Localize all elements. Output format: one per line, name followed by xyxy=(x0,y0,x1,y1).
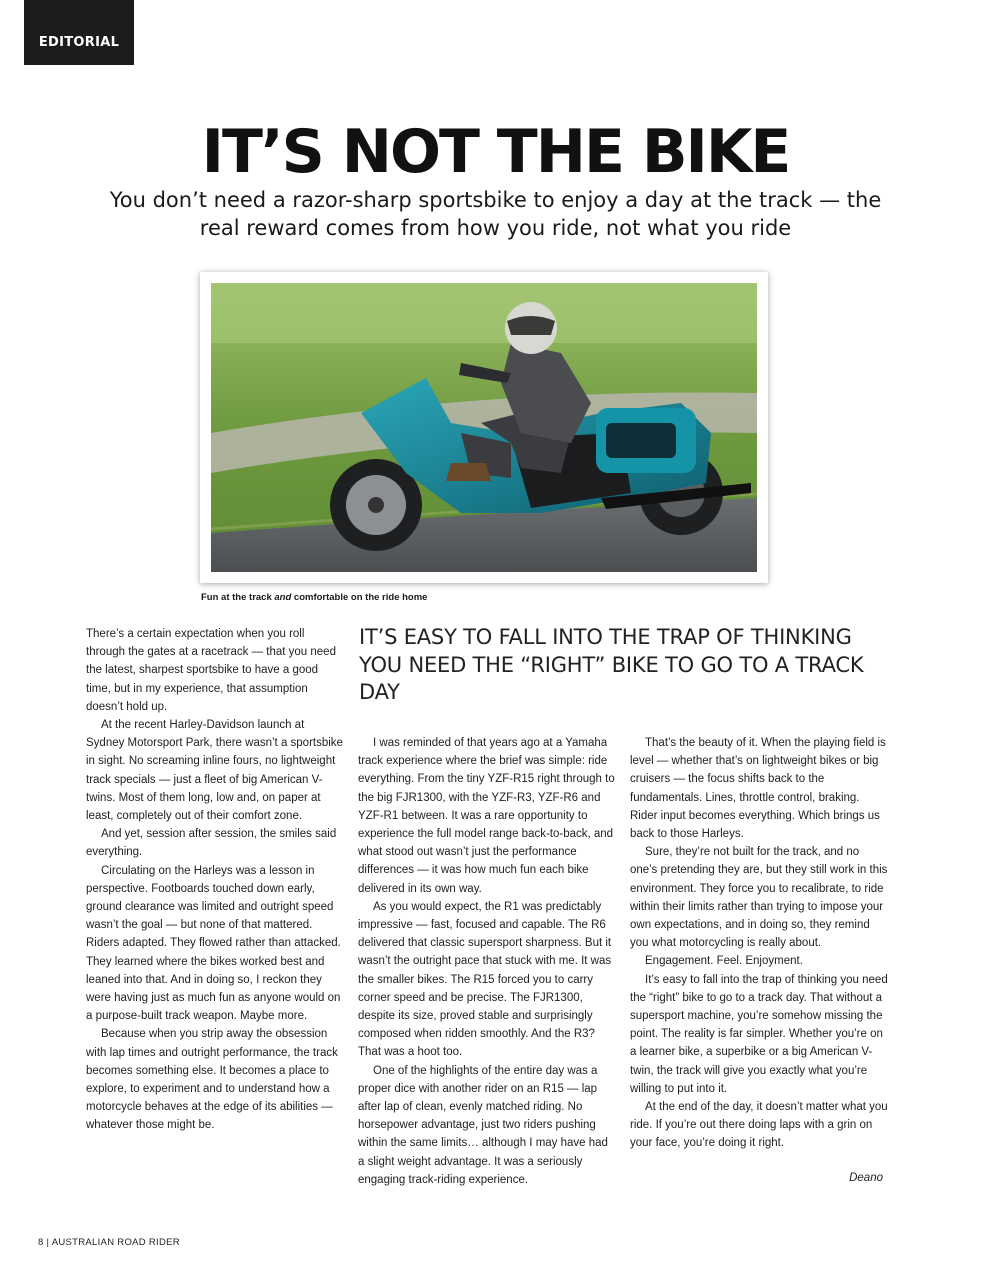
paragraph: And yet, session after session, the smiles said everything. xyxy=(86,828,337,859)
pull-quote: IT’S EASY TO FALL INTO THE TRAP OF THINKING YOU NEED THE “RIGHT” BIKE TO GO TO A TRACK DAY xyxy=(359,625,864,704)
paragraph: Engagement. Feel. Enjoyment. xyxy=(645,955,803,968)
standfirst: You don’t need a razor-sharp sportsbike to enjoy a day at the track — the real reward comes from how you ride, not what you ride xyxy=(109,188,882,240)
author-signoff: Deano xyxy=(849,1172,883,1184)
section-tag: EDITORIAL xyxy=(24,0,134,65)
body-column-3 xyxy=(630,734,888,1153)
paragraph: One of the highlights of the entire day was a proper dice with another rider on an R15 — lap after lap of clean, evenly matched riding. No horsepower advantage, just two riders pushing within the same limits… although I may have had a slight weight advantage. It was a seriously engaging track-riding experience. xyxy=(358,1064,608,1186)
paragraph: There’s a certain expectation when you roll through the gates at a racetrack — that you need the latest, sharpest sportsbike to have a good time, but in my experience, that assumption doesn’t hold up. xyxy=(86,628,336,713)
paragraph: Circulating on the Harleys was a lesson in perspective. Footboards touched down early, ground clearance was limited and outright speed wasn’t the goal — but none of that mattered. Riders adapted. They flowed rather than attacked. They learned where the bikes worked best and leaned into that. And in doing so, I reckon they were having just as much fun as anyone would on a purpose-built track weapon. Maybe more. xyxy=(86,864,341,1023)
headline: IT’S NOT THE BIKE xyxy=(201,117,790,187)
body-column-1 xyxy=(86,625,344,1135)
paragraph: Because when you strip away the obsession with lap times and outright performance, the track becomes something else. It becomes a place to explore, to experiment and to understand how a motorcycle behaves at the edge of its abilities — whatever those might be. xyxy=(86,1028,338,1132)
paragraph: As you would expect, the R1 was predictably impressive — fast, focused and capable. The R6 delivered that classic supersport sharpness. But it wasn’t the outright pace that stuck with me. It was the smaller bikes. The R15 forced you to carry corner speed and be precise. The FJR1300, despite its size, proved stable and surprisingly composed when ridden smoothly. And the R3? That was a hoot too. xyxy=(358,900,612,1059)
motorcycle-photo-illustration xyxy=(211,283,757,572)
paragraph: At the end of the day, it doesn’t matter what you ride. If you’re out there doing laps with a grin on your face, you’re doing it right. xyxy=(630,1101,888,1150)
paragraph: That’s the beauty of it. When the playing field is level — whether that’s on lightweight bikes or big cruisers — the focus shifts back to the fundamentals. Lines, throttle control, braking. Rider input becomes everything. Which brings us back to those Harleys. xyxy=(630,737,886,841)
photo-frame xyxy=(200,272,768,583)
paragraph: At the recent Harley-Davidson launch at Sydney Motorsport Park, there wasn’t a sportsbike in sight. No screaming inline fours, no lightweight track specials — just a fleet of big American V-twins. Most of them long, low and, on paper at least, completely out of their comfort zone. xyxy=(86,719,343,823)
motorcycle-photo xyxy=(211,283,757,572)
paragraph: It’s easy to fall into the trap of thinking you need the “right” bike to go to a track day. That without a supersport machine, you’re somehow missing the point. The reality is far simpler. Whether you’re on a learner bike, a superbike or a big American V-twin, the track will give you exactly what you’re willing to put into it. xyxy=(630,973,888,1095)
body-column-2 xyxy=(358,734,616,1189)
page-folio: 8 | AUSTRALIAN ROAD RIDER xyxy=(38,1237,180,1248)
photo-caption: Fun at the track and comfortable on the ride home xyxy=(201,592,428,603)
paragraph: I was reminded of that years ago at a Yamaha track experience where the brief was simple: ride everything. From the tiny YZF-R15 right through to the big FJR1300, with the YZF-R3, YZF-R6 and YZF-R1 between. It was a rare opportunity to experience the full model range back-to-back, and what stood out wasn’t just the performance differences — it was how much fun each bike delivered in its own way. xyxy=(358,737,615,895)
paragraph: Sure, they’re not built for the track, and no one’s pretending they are, but they still work in this environment. They force you to recalibrate, to ride within their limits rather than trying to impose your own expectations, and in doing so, they remind you what motorcycling is really about. xyxy=(630,846,888,950)
